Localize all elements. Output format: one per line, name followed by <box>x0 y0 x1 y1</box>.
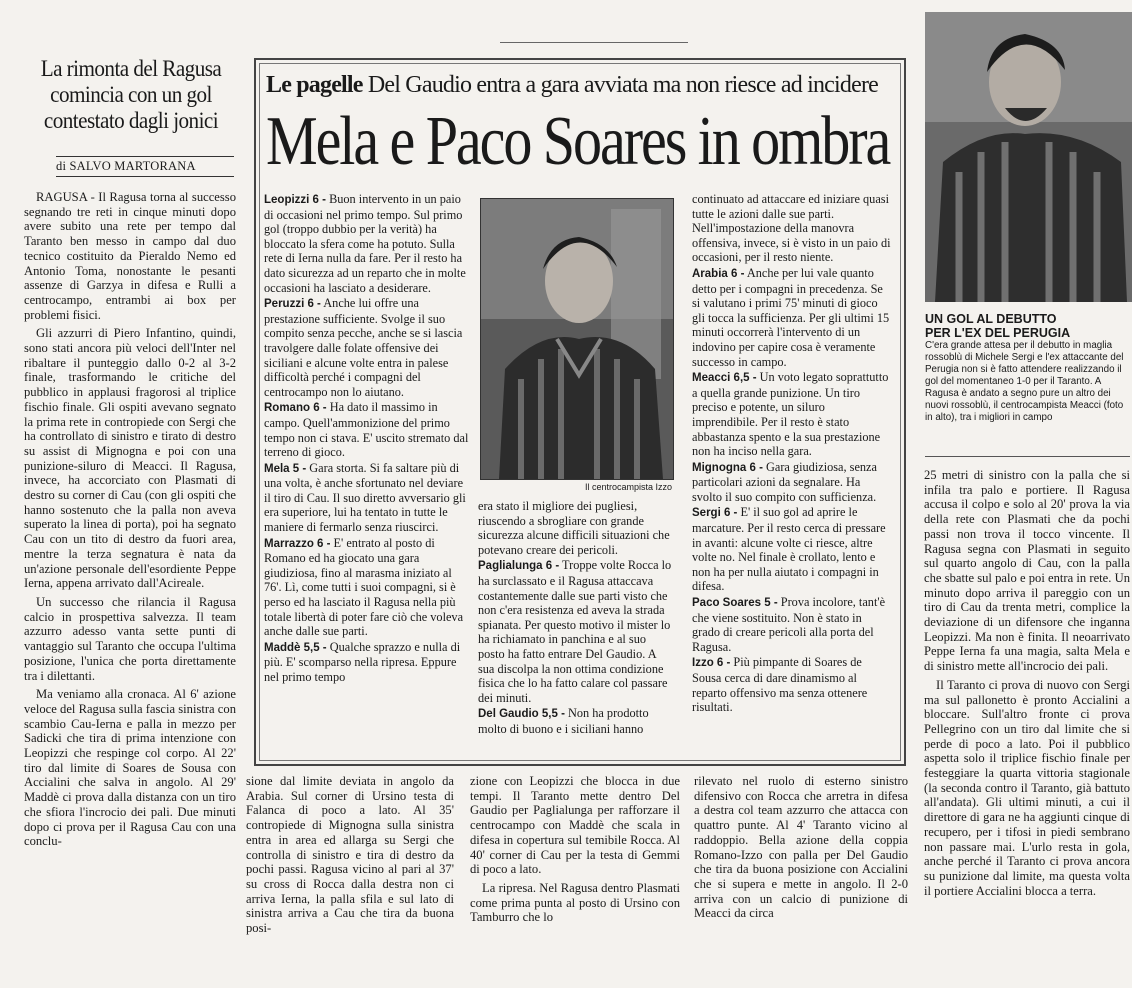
byline <box>56 156 234 177</box>
byline-author: SALVO MARTORANA <box>69 159 196 173</box>
rating-entry <box>692 595 892 654</box>
rating-text: E' il suo gol ad aprire le marcature. Per il resto cerca di pressare in avanti: alcune volte ci riesce, altre volte no. Nel finale è crollato, lento e non ha per nulla aiutato i compagni in difesa. <box>692 505 886 594</box>
rating-text: Prova incolore, tant'è che viene sostituito. Non è stato in grado di creare pericoli alla porta del Ragusa. <box>692 595 886 654</box>
right-article-column <box>924 468 1130 978</box>
player-rating: Sergi 6 - <box>692 507 738 520</box>
paragraph: Il Taranto ci prova di nuovo con Sergi ma sul pallonetto è pronto Accialini a bloccare. Sull'altro fronte ci prova Pellegrino con un tiro dal limite che si perde di poco a lato. Poi il pubblico aspetta solo il triplice fischio finale per festeggiare la quarta vittoria stagionale (la seconda contro il Taranto, già battuto all'andata). Gli ultimi minuti, a cui il direttore di gara ne ha aggiunti cinque di recupero, per i tifosi in piedi sembrano non passare mai. L'urlo resta in gola, anche perché il Taranto ci prova ancora su punizione dal limite, ma questa volta il portiere Accialini blocca a terra. <box>924 677 1130 898</box>
paragraph: Gli azzurri di Piero Infantino, quindi, sono stati ancora più veloci dell'Inter nel ribaltare il punteggio dallo 0-2 al 3-2 finale, trasformando le critiche del pubblico in applausi fragorosi al triplice fischio finale. Gli ospiti avevano segnato la prima rete in contropiede con Sergi che ha controllato di sinistro e tirato di destro su assist di Mignogna e poi con una punizione-siluro di Meacci. Il Ragusa, invece, ha accorciato con Plasmati di destro su corner di Cau (con gli ospiti che hanno sostenuto che la palla non aveva superato la linea di porta), poi ha segnato Cau con un tito di destro da fuori area, mentre la terza segnatura è nata da un'azione personale dell'esordiente Peppe Ierna, appena arrivato dall'Acireale. <box>24 326 236 591</box>
byline-prefix: di <box>56 159 67 173</box>
rating-entry <box>264 296 470 399</box>
player-rating: Del Gaudio 5,5 - <box>478 708 565 721</box>
rating-entry <box>264 640 470 685</box>
bottom-column-2 <box>470 774 680 974</box>
paragraph: rilevato nel ruolo di esterno sinistro difensivo con Rocca che arretra in difesa a destra col team azzurro che attacca con quattro punte. Al 4' Taranto vicino al raddoppio. Bella azione della coppia Romano-Izzo con palla per Del Gaudio che tira da buona posizione con Accialini che si supera e mette in angolo. Il 2-0 arriva con un calcio di punizione di Meacci da circa <box>694 774 908 921</box>
photo2-title-line-1: UN GOL AL DEBUTTO <box>925 312 1057 326</box>
rating-entry <box>264 536 470 639</box>
paragraph: Un successo che rilancia il Ragusa calcio in prospettiva salvezza. Il team azzurro adesso vanta sette punti di vantaggio sul Taranto che occupa l'ultima posizione, l'unica che porta direttamente tra i dilettanti. <box>24 594 236 683</box>
rating-entry <box>478 558 674 705</box>
photo-player-izzo <box>480 198 674 480</box>
rating-entry <box>692 460 892 505</box>
rating-text: Un voto legato soprattutto a quella grande punizione. Un tiro preciso e potente, un siluro imprendibile. Per il resto è stato abbastanza spento e la sua prestazione non ha inciso nella gara. <box>692 370 889 459</box>
rating-entry <box>692 266 892 369</box>
paragraph: 25 metri di sinistro con la palla che si infila tra palo e portiere. Il Ragusa accusa il colpo e solo al 20' prova la via della rete con Plasmati che da pochi passi non trova il tocco vincente. Il Ragusa segna con Plasmati in seguito sul quarto angolo di Cau, con la palla che sbatte sul palo e poi entra in rete. Un minuto dopo arriva il pareggio con un tiro di Cau da trenta metri, complice la deviazione di un difensore che inganna Leopizzi. Ma non è finita. Il neoarrivato Peppe Ierna fa una magia, salta Mela e di sinistro mette all'incrocio dei pali. <box>924 468 1130 674</box>
left-title-line-2: comincia con un gol <box>50 82 212 107</box>
rating-entry <box>264 400 470 459</box>
rating-continuation: era stato il migliore dei pugliesi, riuscendo a sbrogliare con grande sicurezza alcune difficili situazioni che potevano creare dei pericoli. <box>478 499 670 557</box>
player-rating: Maddè 5,5 - <box>264 641 327 654</box>
pagelle-column-b <box>478 499 674 761</box>
player-rating: Izzo 6 - <box>692 657 731 670</box>
bottom-column-1 <box>246 774 454 974</box>
paragraph: sione dal limite deviata in angolo da Arabia. Sul corner di Ursino testa di Falanca di poco a lato. Al 35' contropiede di Mignogna sulla sinistra entra in area ed allarga su Sergi che controlla di sinistro e tira di destro da pochi passi. Ragusa vicino al pari al 37' su cross di Rocca dalla destra non ci arriva Ierna, la palla sfila e sul lato di sinistra arriva a Cau che tira da buona posi- <box>246 774 454 936</box>
rating-text: Più pimpante di Soares de Sousa cerca di dare dinamismo al reparto offensivo ma senza ottenere risultati. <box>692 655 868 715</box>
rating-text: Gara giudiziosa, senza particolari azioni da segnalare. Ha svolto il suo compito con sufficienza. <box>692 459 877 504</box>
top-rule <box>500 42 688 43</box>
rating-text: Anche per lui vale quanto detto per i compagni in precedenza. Se si valutano i primi 75' minuti di gioco gli tocca la sufficienza. Per gli ultimi 15 minuti occorrerà l'intervento di un indovino per capire cosa è veramente successo in campo. <box>692 265 890 369</box>
paragraph: Ma veniamo alla cronaca. Al 6' azione veloce del Ragusa sulla fascia sinistra con scambio Cau-Ierna e palla in mezzo per Sadicki che tira di prima intenzione con Leopizzi che respinge col corpo. Al 22' tiro dal limite di Soares de Sousa con Accialini che salva in angolo. Al 29' Maddè ci prova dalla distanza con un tiro che sfiora l'incrocio dei pali. Due minuti dopo ci prova per il Ragusa Cau con una conclu- <box>24 687 236 849</box>
left-title-line-3: contestato dagli jonici <box>43 108 219 133</box>
rating-entry <box>264 192 470 295</box>
rating-entry <box>692 370 892 459</box>
player-rating: Peruzzi 6 - <box>264 298 321 311</box>
player-rating: Mignogna 6 - <box>692 461 763 474</box>
rating-text: Ha dato il massimo in campo. Quell'ammonizione del primo tempo non ci stava. E' uscito stremato dal terreno di gioco. <box>264 400 469 460</box>
rating-text: Gara storta. Si fa saltare più di una volta, è anche sfortunato nel deviare il tiro di Cau. Il suo diretto avversario gli era superiore, lui ha tentato in tutte le maniere di fermarlo senza riuscirci. <box>264 460 466 535</box>
player-photo-icon <box>481 199 673 479</box>
player-rating: Marrazzo 6 - <box>264 537 331 550</box>
paragraph: RAGUSA - Il Ragusa torna al successo segnando tre reti in cinque minuti dopo avere subito una rete per tempo dal Taranto ben messo in campo dal duo tecnico costituito da Pieraldo Nemo ed Antonio Toma, nonostante le pesanti assenze di Garzya in difesa e Rulli a centrocampo, entrambi ai box per problemi fisici. <box>24 190 236 322</box>
player-rating: Romano 6 - <box>264 402 327 415</box>
rating-entry <box>478 706 674 736</box>
pagelle-subtitle: Del Gaudio entra a gara avviata ma non riesce ad incidere <box>367 72 878 98</box>
rating-entry <box>692 505 892 594</box>
left-title-line-1: La rimonta del Ragusa <box>40 56 222 81</box>
pagelle-column-c <box>692 192 892 760</box>
left-article-title <box>31 56 232 134</box>
player-rating: Mela 5 - <box>264 462 307 475</box>
player-rating: Paco Soares 5 - <box>692 597 778 610</box>
left-article-column <box>24 190 236 950</box>
photo-caption-izzo: Il centrocampista Izzo <box>584 482 672 492</box>
rating-text: Buon intervento in un paio di occasioni nel primo tempo. Sul primo gol (troppo dubbio per la verità) ha bloccato la sfera come ha potuto. Sulla rete di Ierna nulla da fare. Per il resto ha dato sicurezza ad un reparto che in molte occasioni ha lasciato a desiderare. <box>264 192 466 295</box>
player-rating: Leopizzi 6 - <box>264 194 326 206</box>
rating-entry <box>264 461 470 535</box>
player-rating: Meacci 6,5 - <box>692 372 757 385</box>
player-rating: Paglialunga 6 - <box>478 560 560 573</box>
rating-text: Anche lui offre una prestazione sufficiente. Svolge il suo compito senza pecche, anche se si lascia travolgere dalle folate offensive dei siciliani e alcune volte entra in palese difficoltà perché i compagni del centrocampo non lo aiutano. <box>264 296 463 399</box>
player-photo-icon <box>925 12 1132 302</box>
pagelle-kicker: Le pagelle <box>266 72 363 98</box>
caption-divider <box>925 456 1130 457</box>
player-rating: Arabia 6 - <box>692 267 745 280</box>
paragraph: La ripresa. Nel Ragusa dentro Plasmati come prima punta al posto di Ursino con Tamburro che lo <box>470 880 680 925</box>
rating-entry <box>692 655 892 714</box>
photo2-caption: C'era grande attesa per il debutto in maglia rossoblù di Michele Sergi e l'ex attaccante del Perugia non si è fatto attendere realizzando il gol del momentaneo 1-0 per il Taranto. A Ragusa è andato a segno pure un altro dei nuovi rossoblù, il centrocampista Meacci (foto in alto), tra i migliori in campo <box>925 340 1124 423</box>
rating-text: Non ha prodotto molto di buono e i siciliani hanno <box>478 706 649 736</box>
photo-player-meacci <box>925 12 1132 302</box>
pagelle-kicker-line <box>266 72 896 99</box>
rating-text: Troppe volte Rocca lo ha surclassato e il Ragusa attaccava costantemente dalle sue parti visto che non c'era resistenza ed aveva la strada spianata. Per questo motivo il mister lo ha richiamato in panchina e al suo posto ha fatto entrare Del Gaudio. A sua discolpa la non ottima condizione fisica che lo ha fatto calare col passare dei minuti. <box>478 558 672 705</box>
photo2-title-line-2: PER L'EX DEL PERUGIA <box>925 326 1071 340</box>
rating-text: E' entrato al posto di Romano ed ha giocato una gara giudiziosa, fino al marasma iniziato al 76'. Lì, come tutti i suoi compagni, si è perso ed ha lasciato il Ragusa nella più totale libertà di poter fare ciò che voleva anche dalle sue parti. <box>264 535 464 639</box>
rating-continuation: continuato ad attaccare ed iniziare quasi tutte le azioni dalle sue parti. Nell'impostazione della manovra offensiva, invece, si è visto in un paio di occasioni, per il resto niente. <box>692 192 891 265</box>
bottom-column-3 <box>694 774 908 974</box>
paragraph: zione con Leopizzi che blocca in due tempi. Il Taranto mette dentro Del Gaudio per Paglialunga per rafforzare il centrocampo con Maddè che scala in difesa in copertura sul temibile Rocca. Al 40' corner di Cau per la testa di Gemmi di poco a lato. <box>470 774 680 877</box>
rating-text: Qualche sprazzo e nulla di più. E' scomparso nella ripresa. Eppure nel primo tempo <box>264 639 461 684</box>
photo2-title <box>925 312 1130 340</box>
pagelle-headline: Mela e Paco Soares in ombra <box>266 103 890 180</box>
pagelle-column-a <box>264 192 470 760</box>
